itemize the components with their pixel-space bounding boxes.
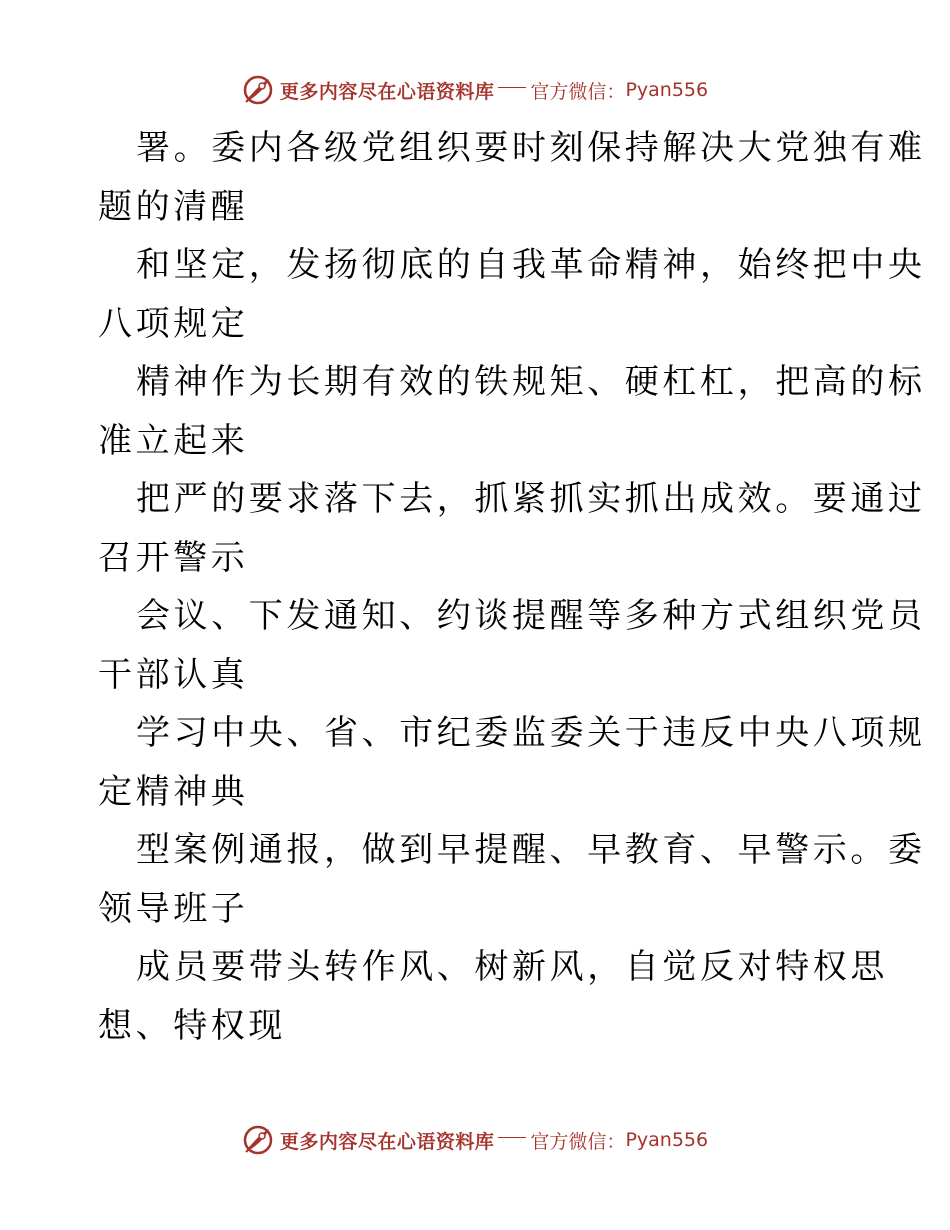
text-line: 精神作为长期有效的铁规矩、硬杠杠，把高的标 xyxy=(136,362,926,402)
banner-wechat-id: Pyan556 xyxy=(625,79,709,101)
banner-wechat-label: 官方微信： xyxy=(530,80,626,103)
text-line: 八项规定 xyxy=(98,303,249,344)
banner-separator xyxy=(498,1137,526,1138)
text-line: 学习中央、省、市纪委监委关于违反中央八项规 xyxy=(136,713,926,753)
text-line: 成员要带头转作风、树新风，自觉反对特权思 xyxy=(136,947,888,987)
banner-title: 更多内容尽在心语资料库 xyxy=(279,1130,495,1153)
text-line: 定精神典 xyxy=(98,771,249,812)
text-line: 型案例通报，做到早提醒、早教育、早警示。委 xyxy=(136,830,926,870)
footer-watermark-banner xyxy=(0,1120,950,1160)
banner-wechat-id: Pyan556 xyxy=(625,1129,709,1151)
text-line: 召开警示 xyxy=(98,537,249,578)
text-line: 把严的要求落下去，抓紧抓实抓出成效。要通过 xyxy=(136,479,926,519)
banner-title: 更多内容尽在心语资料库 xyxy=(279,80,495,103)
text-line: 题的清醒 xyxy=(98,186,249,227)
banner-separator xyxy=(498,87,526,88)
text-line: 和坚定，发扬彻底的自我革命精神，始终把中央 xyxy=(136,245,926,285)
banner-wechat-label: 官方微信： xyxy=(530,1130,626,1153)
quill-pen-logo-icon xyxy=(242,1124,274,1156)
text-line: 领导班子 xyxy=(98,888,249,929)
text-line: 会议、下发通知、约谈提醒等多种方式组织党员 xyxy=(136,596,926,636)
text-line: 准立起来 xyxy=(98,420,249,461)
text-line: 想、特权现 xyxy=(98,1005,286,1046)
document-body xyxy=(98,119,926,1055)
header-watermark-banner xyxy=(0,70,950,110)
quill-pen-logo-icon xyxy=(242,74,274,106)
text-line: 署。委内各级党组织要时刻保持解决大党独有难 xyxy=(136,128,926,168)
text-line: 干部认真 xyxy=(98,654,249,695)
